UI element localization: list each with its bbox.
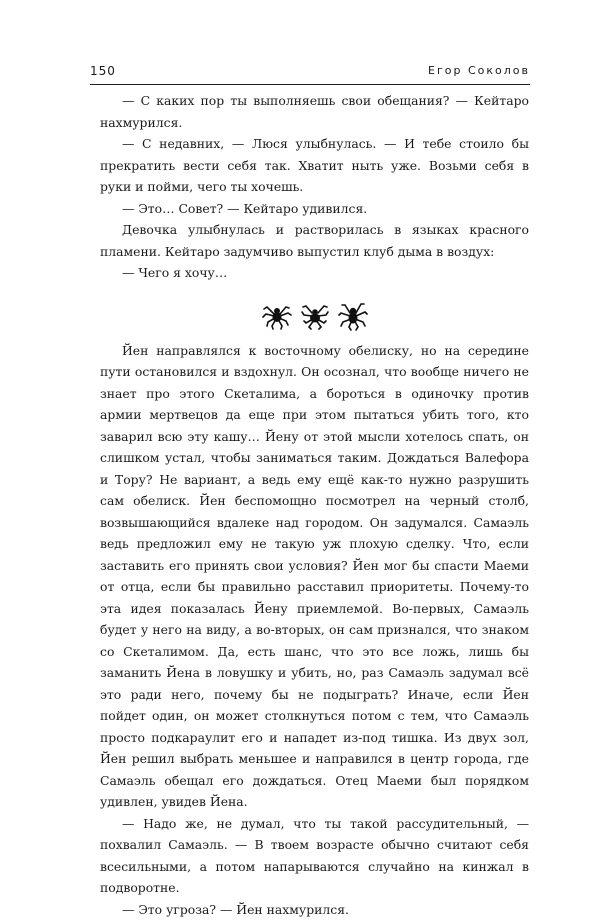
paragraph: — С каких пор ты выполняешь свои обещания? — Кейтаро нахмурился. [100, 90, 529, 133]
running-head-author: Егор Соколов [428, 64, 530, 77]
body-text [100, 90, 529, 920]
section-divider [100, 294, 529, 338]
page-number: 150 [90, 64, 116, 78]
paragraph: — Надо же, не думал, что ты такой рассудительный, — похвалил Самаэль. — В твоем возрасте обычно считают себя всесильными, а потом напарываются случайно на кинжал в подворотне. [100, 813, 529, 899]
paragraph: — Чего я хочу… [100, 262, 529, 284]
spider-icon [300, 301, 330, 331]
paragraph: — Это… Совет? — Кейтаро удивился. [100, 198, 529, 220]
paragraph: Йен направлялся к восточному обелиску, но на середине пути остановился и вздохнул. Он осознал, что вообще ничего не знает про этого Скеталима, а бороться в одиночку против армии мертвецов да еще при этом пытаться убить того, кто заварил всю эту кашу… Йену от этой мысли хотелось спать, он слишком устал, чтобы заниматься таким. Дождаться Валефора и Тору? Не вариант, а ведь ему ещё как-то нужно разрушить сам обелиск. Йен беспомощно посмотрел на черный столб, возвышающийся вдалеке над городом. Он задумался. Самаэль ведь предложил ему не такую уж плохую сделку. Что, если заставить его принять свои условия? Йен мог бы спасти Маеми от отца, если бы правильно расставил приоритеты. Почему-то эта идея показалась Йену приемлемой. Во-первых, Самаэль будет у него на виду, а во-вторых, он сам признался, что знаком со Скеталимом. Да, есть шанс, что это все ложь, лишь бы заманить Йена в ловушку и убить, но, раз Самаэль задумал всё это ради него, почему бы не подыграть? Иначе, если Йен пойдет один, он может столкнуться потом с тем, что Самаэль просто подкараулит его и нападет из-под тишка. Из двух зол, Йен решил выбрать меньшее и направился в центр города, где Самаэль обещал его дождаться. Отец Маеми был порядком удивлен, увидев Йена. [100, 340, 529, 813]
paragraph: — С недавних, — Люся улыбнулась. — И тебе стоило бы прекратить вести себя так. Хватит ныть уже. Возьми себя в руки и пойми, чего ты хочешь. [100, 133, 529, 198]
paragraph: Девочка улыбнулась и растворилась в языках красного пламени. Кейтаро задумчиво выпустил клуб дыма в воздух: [100, 219, 529, 262]
page-header [90, 66, 530, 85]
spider-icon [262, 301, 292, 331]
paragraph: — Это угроза? — Йен нахмурился. [100, 899, 529, 920]
spider-icon [338, 301, 368, 331]
